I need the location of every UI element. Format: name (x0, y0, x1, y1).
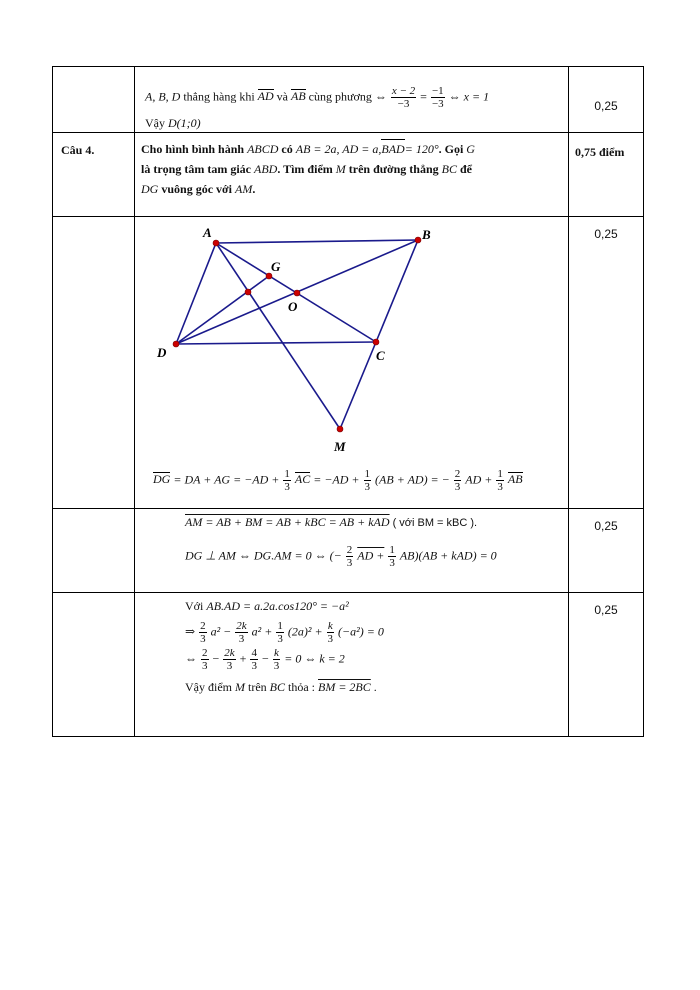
conclusion-line (145, 116, 578, 131)
label-o: O (288, 299, 298, 314)
point-d-dot (173, 341, 179, 347)
score: 0,25 (594, 227, 618, 241)
point-b-dot (415, 237, 421, 243)
point-o-dot (294, 290, 300, 296)
segment-mc (340, 342, 376, 429)
score-cell (569, 67, 644, 133)
angle-bad: BAD (381, 139, 404, 159)
solve-line: ⇔ $\frac{2}{3}$ − $\frac{2k}{3}$ + $\frac{4}{3}$ − $\frac{k}{3}$ = 0 ⇔ k = 2 (185, 647, 345, 672)
points-cell (569, 133, 644, 217)
label-d: D (157, 345, 167, 360)
row-result (53, 593, 644, 737)
equation-am: AM = AB + BM = AB + kBC = AB + kAD ( với BM = kBC ). (185, 515, 478, 529)
expand-line: ⇒ $\frac{2}{3}$ a² − $\frac{2k}{3}$ a² + $\frac{1}{3}$ (2a)² + $\frac{k}{3}$ (−a²) = 0 (185, 620, 384, 645)
text: cùng phương ⇔ (308, 89, 387, 104)
content-cell (135, 67, 569, 133)
vector-ad: AD (257, 89, 274, 104)
score-cell (569, 217, 644, 509)
label-g: G (271, 259, 281, 274)
point-m-dot (337, 426, 343, 432)
question-cell (135, 133, 569, 217)
collinear-line (145, 85, 578, 110)
points: 0,75 điểm (575, 145, 625, 159)
equation-dg: DG = DA + AG = −AD + $\frac{1}{3}$ AC = −AD + $\frac{1}{3}$ (AB + AD) = − $\frac{2}{3}$ AD + $\frac{1}{3}$ AB (153, 468, 523, 493)
fraction: $\frac{-1}{-3}$ (431, 85, 444, 110)
score: 0,25 (594, 603, 618, 617)
segment-cd (176, 342, 376, 344)
label-a: A (203, 225, 212, 240)
label-cell-empty (53, 67, 135, 133)
equals: = (420, 89, 427, 104)
result: ⇔ x = 1 (448, 89, 490, 104)
score-cell (569, 593, 644, 737)
final-line: Vậy điểm M trên BC thỏa : BM = 2BC . (185, 680, 377, 694)
row-am (53, 509, 644, 593)
vector-ab: AB (290, 89, 306, 104)
question-label-cell (53, 133, 135, 217)
text: và (276, 89, 288, 104)
row-figure (53, 217, 644, 509)
fraction: $\frac{x - 2}{-3}$ (391, 85, 416, 110)
label-m: M (334, 439, 346, 454)
points-abd: A, B, D (145, 89, 181, 104)
question-label: Câu 4. (61, 143, 95, 157)
row-collinear (53, 67, 644, 133)
figure-cell (135, 217, 569, 509)
parallelogram-figure (135, 217, 568, 507)
question-text: Cho hình bình hành ABCD có AB = 2a, AD = a,BAD= 120°. Gọi G là trọng tâm tam giác ABD. Tìm điểm M trên đường thẳng BC để DG vuông góc với AM. (141, 139, 558, 199)
content-cell (135, 509, 569, 593)
score: 0,25 (594, 99, 618, 113)
content-cell (135, 593, 569, 737)
score-cell (569, 509, 644, 593)
equation-perp: DG ⊥ AM ⇔ DG.AM = 0 ⇔ (− $\frac{2}{3}$ AD + $\frac{1}{3}$ AB)(AB + kAD) = 0 (185, 544, 497, 569)
segment-ab (216, 240, 418, 243)
point-c-dot (373, 339, 379, 345)
label-cell-empty (53, 217, 135, 509)
point-a-dot (213, 240, 219, 246)
label-cell-empty (53, 509, 135, 593)
row-question (53, 133, 644, 217)
label-cell-empty (53, 593, 135, 737)
point-d: D(1;0) (168, 116, 201, 130)
text: Vậy (145, 116, 165, 130)
point-k-dot (245, 289, 251, 295)
score: 0,25 (594, 519, 618, 533)
dot-product-line: Với AB.AD = a.2a.cos120° = −a² (185, 599, 349, 613)
text: thẳng hàng khi (183, 89, 255, 104)
solution-table (52, 66, 644, 737)
label-c: C (376, 348, 385, 363)
label-b: B (422, 227, 431, 242)
